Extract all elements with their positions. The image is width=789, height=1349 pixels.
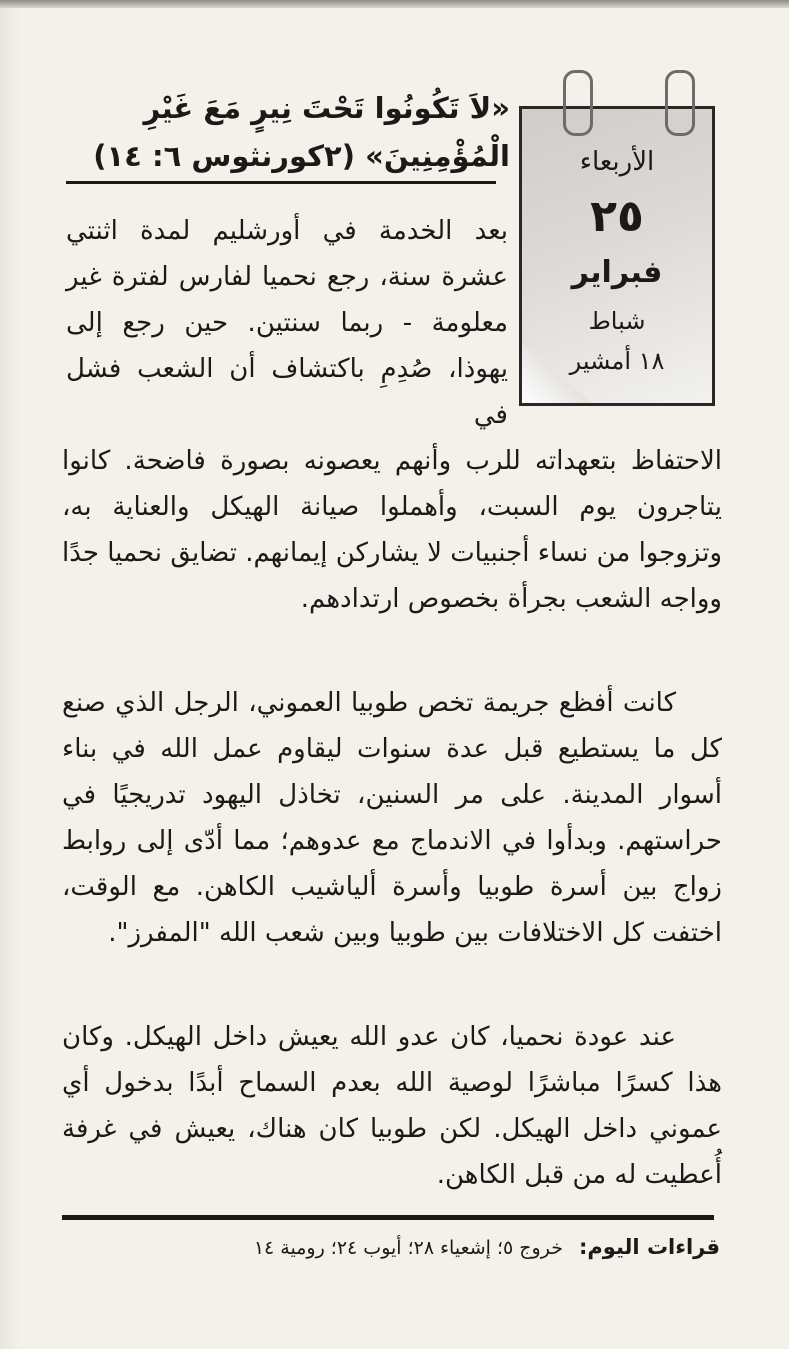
calendar-month: فبراير bbox=[571, 255, 663, 290]
page-top-edge bbox=[0, 0, 789, 8]
calendar-hebrew-month: شباط bbox=[588, 307, 646, 335]
daily-readings-label: قراءات اليوم: bbox=[579, 1235, 720, 1259]
calendar-ring-icon bbox=[665, 70, 695, 136]
daily-readings bbox=[100, 1232, 720, 1263]
paragraph-1-top: بعد الخدمة في أورشليم لمدة اثنتي عشرة سنة، رجع نحميا لفارس لفترة غير معلومة - ربما سنتين. حين رجع إلى يهوذا، صُدِمِ باكتشاف أن الشعب فشل في bbox=[66, 216, 508, 430]
paragraph-2-text: كانت أفظع جريمة تخص طوبيا العموني، الرجل الذي صنع كل ما يستطيع قبل عدة سنوات ليقاوم عمل الله في بناء أسوار المدينة. على مر السنين، تخاذل اليهود تدريجيًا في حراستهم. وبدأوا في الاندماج مع عدوهم؛ مما أدّى إلى روابط زواج بين أسرة طوبيا وأسرة ألياشيب الكاهن. مع الوقت، اختفت كل الاختلافات بين طوبيا وبين شعب الله "المفرز". bbox=[62, 688, 722, 948]
paragraph-2 bbox=[62, 680, 722, 956]
calendar-page bbox=[519, 106, 715, 406]
page-edge bbox=[0, 0, 22, 1349]
calendar-day-number: ٢٥ bbox=[590, 191, 644, 242]
calendar-ring-icon bbox=[563, 70, 593, 136]
verse-heading: «لاَ تَكُونُوا تَحْتَ نِيرٍ مَعَ غَيْرِ الْمُؤْمِنِينَ» (٢كورنثوس ٦: ١٤) bbox=[93, 91, 510, 173]
paragraph-1-bottom: الاحتفاظ بتعهداته للرب وأنهم يعصونه بصورة فاضحة. كانوا يتاجرون يوم السبت، وأهملوا صيانة الهيكل والعناية به، وتزوجوا من نساء أجنبيات لا يشاركن إيمانهم. تضايق نحميا جدًا وواجه الشعب بجرأة بخصوص ارتدادهم. bbox=[62, 446, 722, 614]
calendar-weekday: الأربعاء bbox=[579, 147, 655, 177]
paragraph-3-text: عند عودة نحميا، كان عدو الله يعيش داخل الهيكل. وكان هذا كسرًا مباشرًا لوصية الله بعدم السماح أبدًا بدخول أي عموني داخل الهيكل. لكن طوبيا كان هناك، يعيش في غرفة أُعطيت له من قبل الكاهن. bbox=[62, 1022, 722, 1190]
verse-divider bbox=[66, 181, 496, 184]
calendar-coptic-date: ١٨ أمشير bbox=[569, 347, 665, 375]
paragraph-3 bbox=[62, 1014, 722, 1198]
footer-divider bbox=[62, 1215, 714, 1220]
daily-readings-list: خروج ٥؛ إشعياء ٢٨؛ أيوب ٢٤؛ رومية ١٤ bbox=[253, 1237, 563, 1259]
